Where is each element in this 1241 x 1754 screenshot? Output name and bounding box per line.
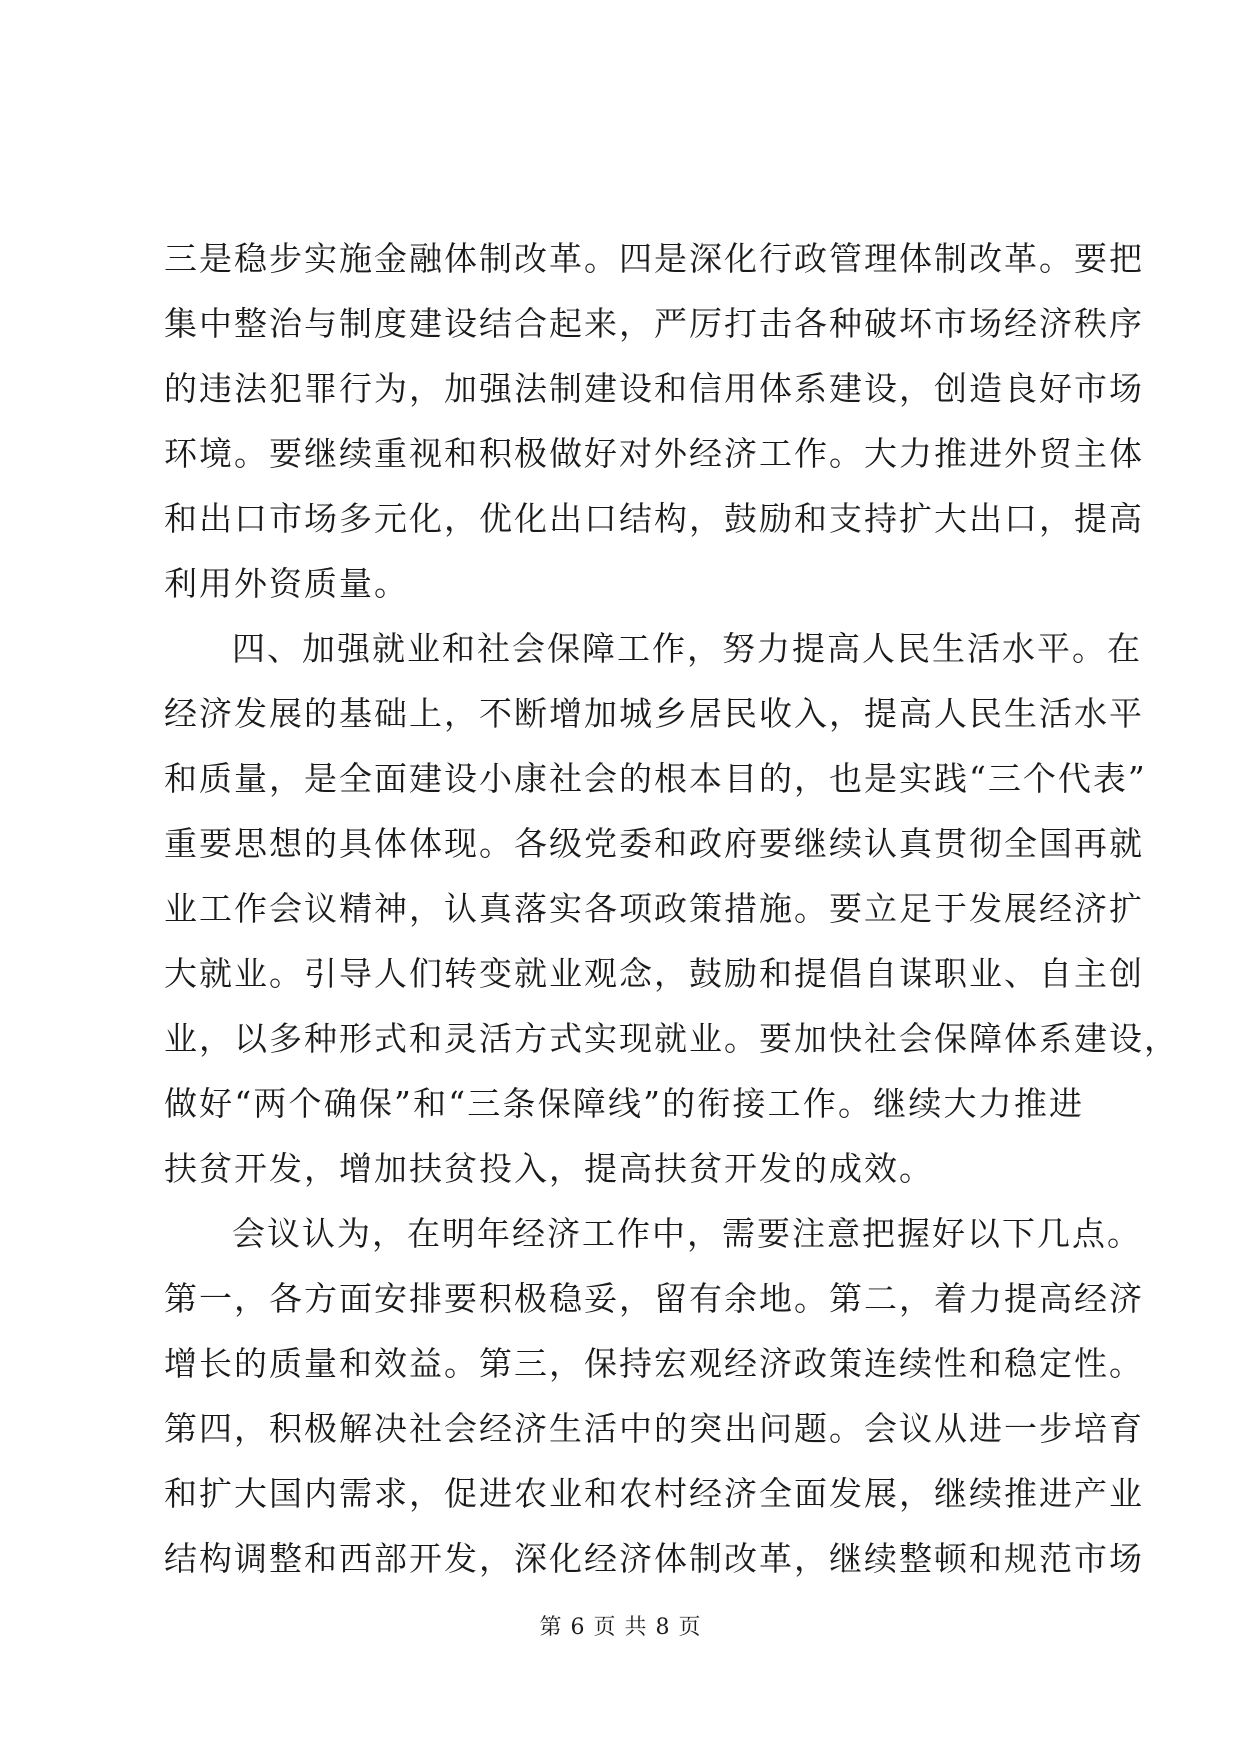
text-line: 集中整治与制度建设结合起来，严厉打击各种破坏市场经济秩序 <box>164 304 1144 343</box>
text-line: 业，以多种形式和灵活方式实现就业。要加快社会保障体系建设， <box>164 1019 1179 1058</box>
text-line: 增长的质量和效益。第三，保持宏观经济政策连续性和稳定性。 <box>164 1344 1144 1383</box>
text-line: 和扩大国内需求，促进农业和农村经济全面发展，继续推进产业 <box>164 1474 1144 1513</box>
text-line: 和质量，是全面建设小康社会的根本目的，也是实践“三个代表” <box>164 759 1147 798</box>
text-line: 三是稳步实施金融体制改革。四是深化行政管理体制改革。要把 <box>164 239 1144 278</box>
text-line: 结构调整和西部开发，深化经济体制改革，继续整顿和规范市场 <box>164 1539 1144 1578</box>
text-line: 做好“两个确保”和“三条保障线”的衔接工作。继续大力推进 <box>164 1084 1084 1123</box>
text-line: 的违法犯罪行为，加强法制建设和信用体系建设，创造良好市场 <box>164 369 1144 408</box>
text-line: 业工作会议精神，认真落实各项政策措施。要立足于发展经济扩 <box>164 889 1144 928</box>
text-line: 利用外资质量。 <box>164 564 409 603</box>
text-line: 会议认为，在明年经济工作中，需要注意把握好以下几点。 <box>232 1214 1142 1253</box>
text-line: 和出口市场多元化，优化出口结构，鼓励和支持扩大出口，提高 <box>164 499 1144 538</box>
text-line: 大就业。引导人们转变就业观念，鼓励和提倡自谋职业、自主创 <box>164 954 1144 993</box>
text-line: 重要思想的具体体现。各级党委和政府要继续认真贯彻全国再就 <box>164 824 1144 863</box>
text-line: 第一，各方面安排要积极稳妥，留有余地。第二，着力提高经济 <box>164 1279 1144 1318</box>
text-line: 四、加强就业和社会保障工作，努力提高人民生活水平。在 <box>232 629 1142 668</box>
text-line: 经济发展的基础上，不断增加城乡居民收入，提高人民生活水平 <box>164 694 1144 733</box>
text-line: 扶贫开发，增加扶贫投入，提高扶贫开发的成效。 <box>164 1149 934 1188</box>
document-body <box>164 226 1179 1591</box>
text-line: 环境。要继续重视和积极做好对外经济工作。大力推进外贸主体 <box>164 434 1144 473</box>
text-line: 第四，积极解决社会经济生活中的突出问题。会议从进一步培育 <box>164 1409 1144 1448</box>
page-number-footer: 第 6 页 共 8 页 <box>539 1615 702 1640</box>
